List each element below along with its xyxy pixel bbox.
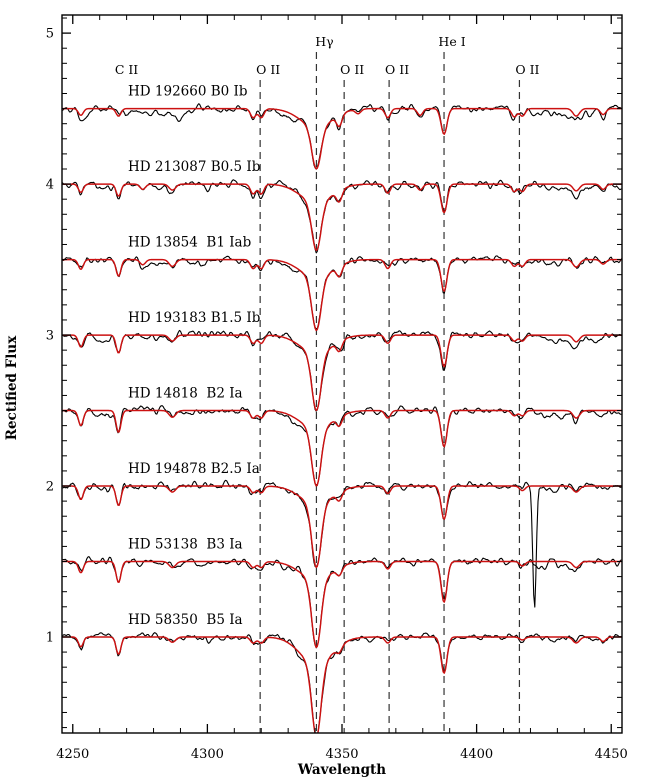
line-marker-label: He I (438, 34, 466, 49)
x-tick-label: 4350 (325, 747, 359, 762)
x-tick-label: 4250 (56, 747, 90, 762)
star-label: HD 53138 B3 Ia (128, 536, 243, 553)
spectra-curves (62, 104, 622, 740)
star-label: HD 14818 B2 Ia (128, 385, 243, 402)
y-tick-label: 5 (45, 26, 54, 42)
model-spectrum (62, 637, 622, 737)
x-tick-label: 4450 (594, 747, 628, 762)
x-axis-label: Wavelength (297, 762, 387, 778)
star-label: HD 194878 B2.5 Ia (128, 461, 260, 478)
line-marker-label: O II (515, 62, 540, 77)
y-tick-label: 3 (45, 328, 54, 344)
line-marker-label: O II (385, 62, 410, 77)
line-marker-label: Hγ (315, 34, 334, 49)
line-marker-dashes (260, 52, 519, 733)
y-tick-label: 1 (45, 630, 54, 646)
star-label: HD 193183 B1.5 Ib (128, 310, 261, 327)
line-marker-label: C II (114, 62, 139, 77)
line-marker-label: O II (256, 62, 281, 77)
star-label: HD 58350 B5 Ia (128, 611, 243, 628)
y-axis-label: Rectified Flux (4, 335, 20, 441)
x-tick-label: 4300 (190, 747, 224, 762)
y-tick-label: 4 (45, 177, 54, 193)
star-label: HD 13854 B1 Iab (128, 234, 252, 251)
line-marker-label: O II (340, 62, 365, 77)
star-label: HD 192660 B0 Ib (128, 83, 248, 100)
star-label: HD 213087 B0.5 Ib (128, 159, 261, 176)
y-tick-label: 2 (45, 479, 54, 495)
x-tick-label: 4400 (460, 747, 494, 762)
